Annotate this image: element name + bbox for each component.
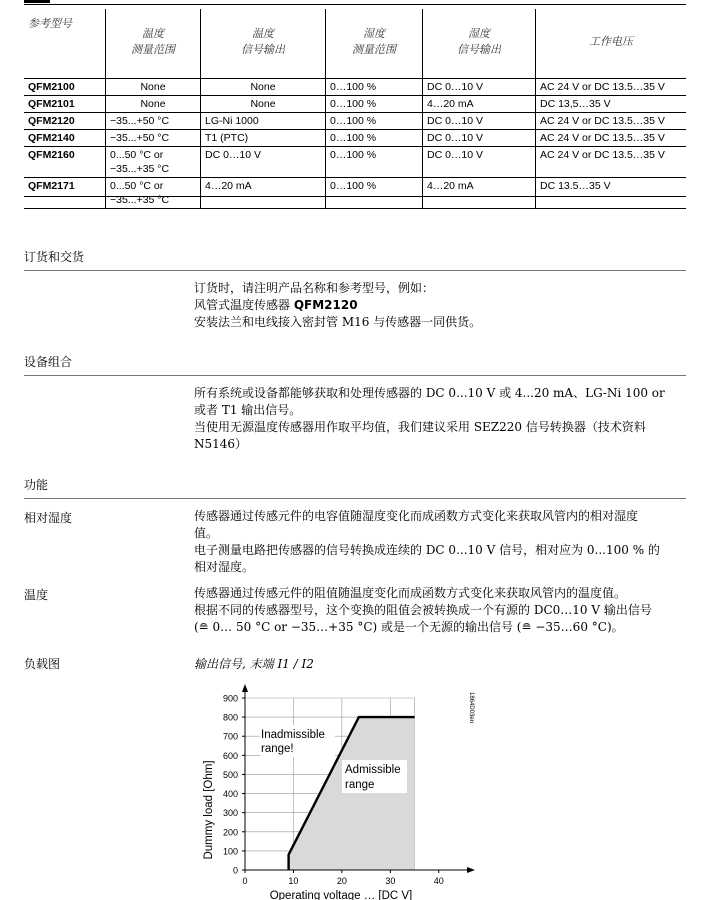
voltage-cell: AC 24 V or DC 13.5…35 V: [536, 147, 687, 178]
hum-range-cell: 0…100 %: [326, 130, 423, 147]
table-row: [24, 79, 686, 96]
header-temp-output: 温度 信号输出: [201, 9, 326, 73]
x-tick-label: 30: [385, 876, 396, 886]
hum-range-cell: 0…100 %: [326, 178, 423, 209]
humidity-text: [194, 508, 690, 576]
voltage-cell: AC 24 V or DC 13.5…35 V: [536, 130, 687, 147]
header-voltage: 工作电压: [589, 34, 633, 48]
load-diagram-label: 负载图: [24, 657, 61, 671]
y-tick-label: 800: [222, 712, 238, 723]
temp-range-cell: −35...+50 °C: [106, 113, 201, 130]
table-row: [24, 113, 686, 130]
table-row: [24, 147, 686, 178]
hum-output-cell: DC 0…10 V: [423, 147, 536, 178]
y-tick-labels: [223, 694, 245, 876]
ordering-line: 安装法兰和电线接入密封管 M16 与传感器一同供货。: [194, 315, 482, 329]
temperature-label: 温度: [24, 588, 49, 602]
admissible-label-line1: Admissible: [345, 764, 401, 776]
temp-output-cell: None: [201, 79, 326, 96]
model-cell: QFM2120: [24, 113, 106, 130]
y-tick-label: 300: [222, 808, 238, 819]
header-temp-range: 温度 测量范围: [106, 9, 201, 73]
table-row: [24, 130, 686, 147]
temp-range-cell: 0...50 °C or −35...+35 °C: [106, 147, 201, 178]
admissible-label-line2: range: [345, 779, 375, 791]
voltage-cell: DC 13.5…35 V: [536, 178, 687, 209]
hum-range-cell: 0…100 %: [326, 113, 423, 130]
voltage-cell: AC 24 V or DC 13.5…35 V: [536, 113, 687, 130]
y-tick-label: 900: [222, 693, 238, 704]
y-tick-label: 400: [222, 789, 238, 800]
hum-output-cell: 4…20 mA: [423, 178, 536, 209]
temp-output-cell: LG-Ni 1000: [201, 113, 326, 130]
figure-code: 1864D03en: [468, 692, 474, 724]
temp-range-cell: None: [106, 96, 201, 113]
combination-line: 或者 T1 输出信号。: [194, 403, 302, 417]
voltage-cell: DC 13,5…35 V: [536, 96, 687, 113]
header-model: 参考型号: [24, 9, 106, 73]
temperature-line: (≘ 0… 50 °C or −35…+35 °C) 或是一个无源的输出信号 (≘ −35…60 °C)。: [194, 620, 624, 634]
table-row: [24, 178, 686, 209]
humidity-line: 传感器通过传感元件的电容值随湿度变化而成函数方式变化来获取风管内的相对湿度: [194, 509, 639, 523]
combination-text: [194, 385, 690, 453]
temp-output-cell: DC 0…10 V: [201, 147, 326, 178]
header-hum-range: 湿度 测量范围: [326, 9, 423, 73]
y-tick-label: 500: [222, 769, 238, 780]
temp-output-cell: T1 (PTC): [201, 130, 326, 147]
inadmissible-label-line1: Inadmissible: [261, 729, 325, 741]
load-chart: [195, 680, 485, 900]
top-rule: [24, 0, 686, 5]
hum-output-cell: 4…20 mA: [423, 96, 536, 113]
model-cell: QFM2171: [24, 178, 106, 209]
inadmissible-label-line2: range!: [261, 743, 294, 755]
model-cell: QFM2101: [24, 96, 106, 113]
hum-range-cell: 0…100 %: [326, 147, 423, 178]
section-combination-title: 设备组合: [24, 353, 686, 376]
y-tick-label: 100: [222, 846, 238, 857]
voltage-cell: AC 24 V or DC 13.5…35 V: [536, 79, 687, 96]
x-tick-label: 20: [336, 876, 347, 886]
ordering-model: QFM2120: [293, 298, 358, 312]
hum-output-cell: DC 0…10 V: [423, 79, 536, 96]
humidity-label: 相对湿度: [24, 511, 73, 525]
temperature-line: 传感器通过传感元件的阻值随温度变化而成函数方式变化来获取风管内的温度值。: [194, 586, 627, 600]
temp-output-cell: 4…20 mA: [201, 178, 326, 209]
temperature-line: 根据不同的传感器型号，这个变换的阻值会被转换成一个有源的 DC0…10 V 输出信号: [194, 603, 652, 617]
section-function-title: 功能: [24, 476, 686, 499]
x-tick-label: 40: [433, 876, 444, 886]
hum-output-cell: DC 0…10 V: [423, 130, 536, 147]
combination-line: 当使用无源温度传感器用作取平均值，我们建议采用 SEZ220 信号转换器（技术资料: [194, 420, 646, 434]
model-cell: QFM2160: [24, 147, 106, 178]
table-bottom-rule: [24, 196, 686, 197]
x-tick-label: 10: [288, 876, 299, 886]
spec-table: [24, 9, 686, 209]
ordering-line: 订货时，请注明产品名称和参考型号，例如：: [194, 281, 435, 295]
table-row: [24, 96, 686, 113]
temp-range-cell: 0...50 °C or −35...+35 °C: [106, 178, 201, 209]
y-tick-label: 700: [222, 731, 238, 742]
combination-line: N5146）: [194, 437, 248, 451]
temp-output-cell: None: [201, 96, 326, 113]
temp-range-cell: −35...+50 °C: [106, 130, 201, 147]
y-tick-label: 600: [222, 750, 238, 761]
header-hum-output: 湿度 信号输出: [423, 9, 536, 73]
y-tick-label: 0: [232, 865, 238, 876]
spec-header-row: [24, 9, 686, 73]
ordering-line: 风管式温度传感器 QFM2120: [194, 298, 358, 312]
load-diagram-caption: 输出信号, 末端 I1 / I2: [194, 657, 314, 671]
model-cell: QFM2100: [24, 79, 106, 96]
temp-range-cell: None: [106, 79, 201, 96]
model-cell: QFM2140: [24, 130, 106, 147]
humidity-line: 电子测量电路把传感器的信号转换成连续的 DC 0...10 V 信号，相对应为 0...100 % 的: [194, 543, 660, 557]
temperature-text: [194, 585, 690, 636]
y-tick-label: 200: [222, 827, 238, 838]
hum-range-cell: 0…100 %: [326, 79, 423, 96]
x-tick-label: 0: [242, 876, 248, 886]
x-axis-arrow: [467, 867, 475, 873]
combination-line: 所有系统或设备都能够获取和处理传感器的 DC 0...10 V 或 4...20 mA、LG-Ni 100 or: [194, 386, 665, 400]
humidity-line: 相对湿度。: [194, 560, 255, 574]
hum-range-cell: 0…100 %: [326, 96, 423, 113]
y-axis-arrow: [242, 684, 248, 692]
x-tick-labels: [242, 870, 443, 886]
y-axis-label: Dummy load [Ohm]: [203, 760, 215, 860]
x-axis-label: Operating voltage … [DC V]: [269, 890, 413, 900]
humidity-line: 值。: [194, 526, 219, 540]
header-stub: [24, 0, 50, 3]
ordering-text: [194, 280, 690, 331]
hum-output-cell: DC 0…10 V: [423, 113, 536, 130]
section-ordering-title: 订货和交货: [24, 248, 686, 271]
